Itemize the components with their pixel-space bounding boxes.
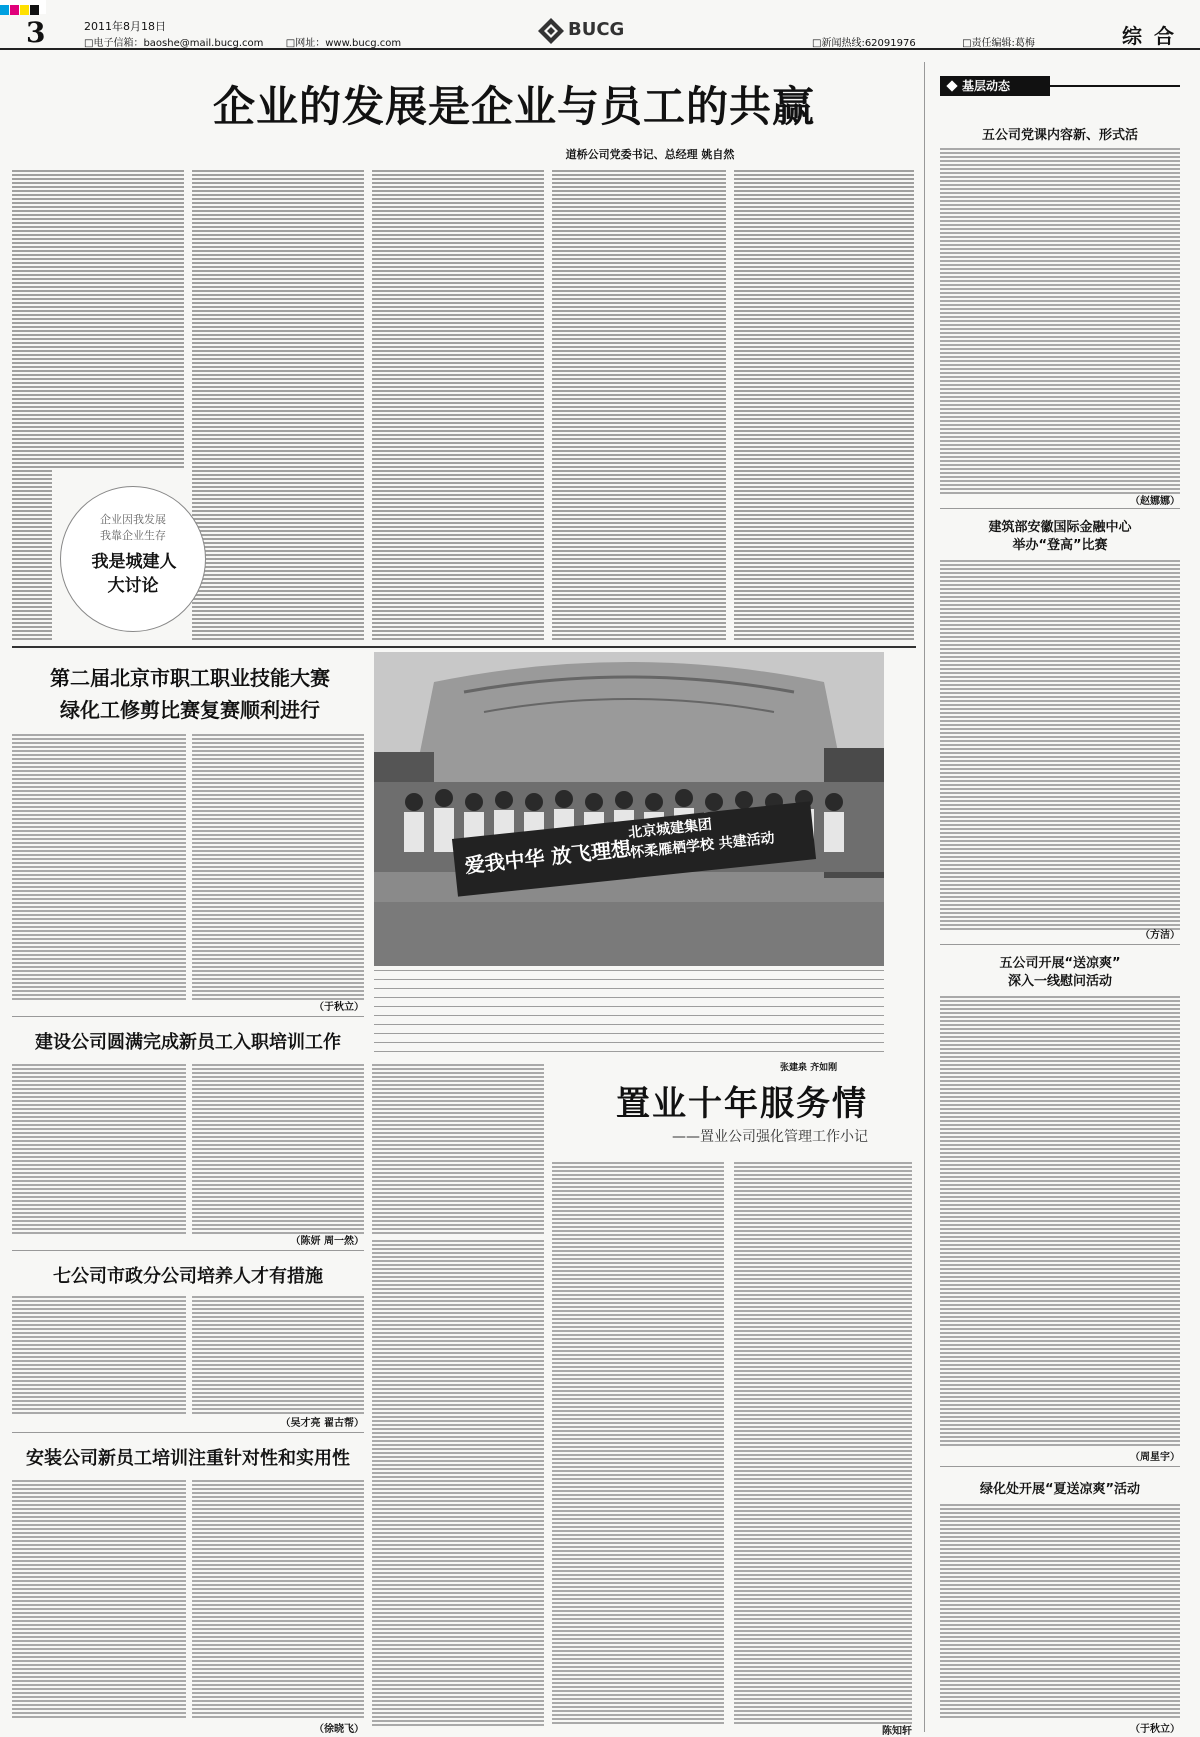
article-1-body-col-2 xyxy=(192,734,364,1000)
main-headline: 企业的发展是企业与员工的共赢 xyxy=(212,82,815,131)
article-4-title: 安装公司新员工培训注重针对性和实用性 xyxy=(26,1448,350,1469)
main-article-col-1 xyxy=(12,170,184,468)
article-1-credit: （于秋立） xyxy=(314,1002,364,1013)
main-article-col-5 xyxy=(734,170,914,640)
sidebar-item-2-title-line1: 建筑部安徽国际金融中心 xyxy=(988,520,1132,535)
contact-line xyxy=(84,34,401,49)
management-article-col-3 xyxy=(734,1162,912,1726)
sidebar-item-3-title-line1: 五公司开展“送凉爽” xyxy=(999,956,1121,971)
sidebar-item-4-body xyxy=(940,1504,1180,1720)
email: □电子信箱：baoshe@mail.bucg.com xyxy=(84,38,264,49)
sidebar-header xyxy=(940,76,1180,96)
photo-caption xyxy=(374,970,884,1056)
sidebar-item-3-body xyxy=(940,996,1180,1448)
article-2-title: 建设公司圆满完成新员工入职培训工作 xyxy=(35,1032,341,1053)
feature-credit: 陈知轩 xyxy=(882,1726,912,1737)
feature-title: 置业十年服务情 xyxy=(616,1084,868,1124)
sidebar-item-1-credit: （赵娜娜） xyxy=(1130,496,1180,507)
article-2-body-col-1 xyxy=(12,1064,186,1234)
website: □网址：www.bucg.com xyxy=(285,38,402,49)
event-photo xyxy=(374,652,884,966)
article-1-title-line1: 第二届北京市职工职业技能大赛 xyxy=(50,666,330,690)
sidebar-item-3-credit: （周星宇） xyxy=(1130,1452,1180,1463)
sidebar-section-label: 基层动态 xyxy=(940,76,1050,96)
sidebar-item-1-body xyxy=(940,148,1180,494)
article-2-credit: （陈妍 周一然） xyxy=(290,1236,364,1247)
main-byline: 道桥公司党委书记、总经理 姚自然 xyxy=(565,148,735,161)
sidebar-item-3-title-line2: 深入一线慰问活动 xyxy=(1007,974,1112,989)
feature-subtitle: ——置业公司强化管理工作小记 xyxy=(672,1129,868,1145)
management-article-col-1 xyxy=(372,1240,544,1726)
main-article-col-1b xyxy=(12,470,52,642)
main-article-col-2 xyxy=(192,170,364,640)
color-registration-bar xyxy=(0,0,46,14)
discussion-seal: 企业因我发展 我靠企业生存 我是城建人 大讨论 xyxy=(60,486,206,632)
main-article-col-3 xyxy=(372,170,544,640)
article-2-body-col-3 xyxy=(372,1064,544,1234)
article-3-credit: （吴才亮 翟古帮） xyxy=(280,1418,364,1429)
page-number: 3 xyxy=(26,16,46,49)
editor: □责任编辑:葛梅 xyxy=(962,38,1035,49)
article-3-bottom-rule xyxy=(12,1432,364,1433)
sidebar-item-2-body xyxy=(940,560,1180,930)
article-1-title-line2: 绿化工修剪比赛复赛顺利进行 xyxy=(60,698,320,722)
bucg-logo: BUCG xyxy=(536,14,656,48)
hotline: □新闻热线:62091976 xyxy=(812,38,916,49)
photo-credit: 张建泉 齐如刚 xyxy=(780,1063,838,1073)
main-article-bottom-rule xyxy=(12,646,916,648)
sidebar-divider xyxy=(924,62,925,1732)
article-3-title: 七公司市政分公司培养人才有措施 xyxy=(53,1266,323,1287)
management-article-col-2 xyxy=(552,1162,724,1726)
article-4-credit: （徐晓飞） xyxy=(314,1724,364,1735)
masthead xyxy=(0,14,1200,50)
article-4-body-col-1 xyxy=(12,1480,186,1720)
sidebar-item-2-title-line2: 举办“登高”比赛 xyxy=(1012,538,1108,553)
article-3-body-col-2 xyxy=(192,1296,364,1414)
article-1-body-col-1 xyxy=(12,734,186,1000)
article-4-body-col-2 xyxy=(192,1480,364,1720)
issue-date: 2011年8月18日 xyxy=(84,20,166,33)
sidebar-item-2-credit: （方洁） xyxy=(1140,930,1180,941)
sidebar-item-1-title: 五公司党课内容新、形式活 xyxy=(981,128,1138,143)
event-banner: 爱我中华 放飞理想 北京城建集团 怀柔雁栖学校 共建活动 xyxy=(452,801,816,896)
main-article-col-4 xyxy=(552,170,726,640)
sidebar-item-4-credit: （于秋立） xyxy=(1130,1724,1180,1735)
hotline-line xyxy=(812,34,1035,49)
section-name: 综合 xyxy=(1122,24,1186,48)
article-1-bottom-rule xyxy=(12,1016,364,1017)
article-3-body-col-1 xyxy=(12,1296,186,1414)
article-2-body-col-2 xyxy=(192,1064,364,1234)
bucg-logo-icon xyxy=(536,16,566,46)
article-2-bottom-rule xyxy=(12,1250,364,1251)
sidebar-item-4-title: 绿化处开展“夏送凉爽”活动 xyxy=(979,1482,1141,1497)
